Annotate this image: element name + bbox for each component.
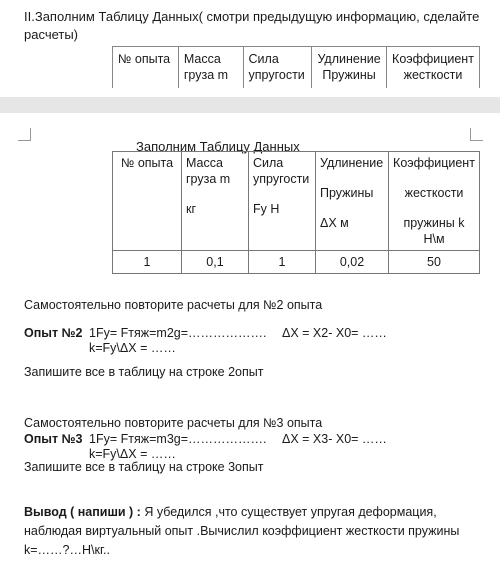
header-line: Fy H	[253, 202, 280, 216]
table-cell: 50	[389, 251, 480, 274]
table-header-row	[113, 152, 480, 251]
exp3-force-formula: 1Fy= Fтяж=m3g=……………….	[89, 432, 267, 446]
exp3-intro: Самостоятельно повторите расчеты для №3 опыта	[24, 416, 323, 430]
cropped-header-cell: Масса груза m	[178, 47, 243, 89]
header-cell	[249, 152, 316, 251]
exp2-label: Опыт №2	[24, 326, 83, 340]
header-cell	[113, 152, 182, 251]
exp3-label: Опыт №3	[24, 432, 83, 446]
table-cell: 1	[113, 251, 182, 274]
header-line: пружины k	[403, 216, 465, 230]
header-line: упругости	[253, 172, 310, 186]
exp2-intro: Самостоятельно повторите расчеты для №2 опыта	[24, 298, 323, 312]
cropped-header-cell: Удлинение Пружины	[312, 47, 387, 89]
exp3-stiffness-formula: k=Fy\ΔX = ……	[89, 447, 176, 461]
header-line: ΔX м	[320, 216, 349, 230]
data-table	[112, 151, 480, 274]
exp3-note: Запишите все в таблицу на строке 3опыт	[24, 460, 264, 474]
corner-mark	[18, 128, 31, 141]
exp3-elongation-formula: ΔX = X3- X0= ……	[282, 432, 387, 446]
header-line: Масса	[186, 156, 223, 170]
header-line: Сила	[253, 156, 284, 170]
cropped-table	[112, 46, 480, 88]
page-separator	[0, 97, 500, 113]
cropped-header-cell: № опыта	[113, 47, 179, 89]
header-cell	[316, 152, 389, 251]
header-cell	[182, 152, 249, 251]
table-title: Заполним Таблицу Данных	[136, 139, 300, 154]
exp2-elongation-formula: ΔX = X2- X0= ……	[282, 326, 387, 340]
header-line: Удлинение	[320, 156, 384, 170]
header-line: № опыта	[120, 156, 174, 170]
corner-mark	[470, 128, 483, 141]
table-row	[113, 251, 480, 274]
header-line: жесткости	[404, 186, 464, 200]
header-cell	[389, 152, 480, 251]
conclusion-paragraph	[24, 503, 489, 560]
table-cell: 0,02	[316, 251, 389, 274]
instruction-text: II.Заполним Таблицу Данных( смотри предыдущую информацию, сделайте расчеты)	[24, 9, 480, 42]
header-line: груза m	[186, 172, 231, 186]
cropped-header-cell: Сила упругости	[243, 47, 312, 89]
table-cell: 0,1	[182, 251, 249, 274]
header-line: Н\м	[423, 232, 445, 246]
conclusion-label: Вывод ( напиши ) :	[24, 505, 141, 519]
header-line: Коэффициент	[393, 156, 475, 170]
exp2-note: Запишите все в таблицу на строке 2опыт	[24, 365, 264, 379]
exp2-force-formula: 1Fy= Fтяж=m2g=……………….	[89, 326, 267, 340]
cropped-header-cell: Коэффициент жесткости	[386, 47, 479, 89]
header-line: кг	[186, 202, 197, 216]
header-line: Пружины	[320, 186, 374, 200]
conclusion-text: Я убедился ,что существует упругая деформация, наблюдая виртуальный опыт .Вычислил коэффициент жесткости пружины k=……?…Н\кг..	[24, 505, 460, 557]
table-cell: 1	[249, 251, 316, 274]
exp2-stiffness-formula: k=Fy\ΔX = ……	[89, 341, 176, 355]
